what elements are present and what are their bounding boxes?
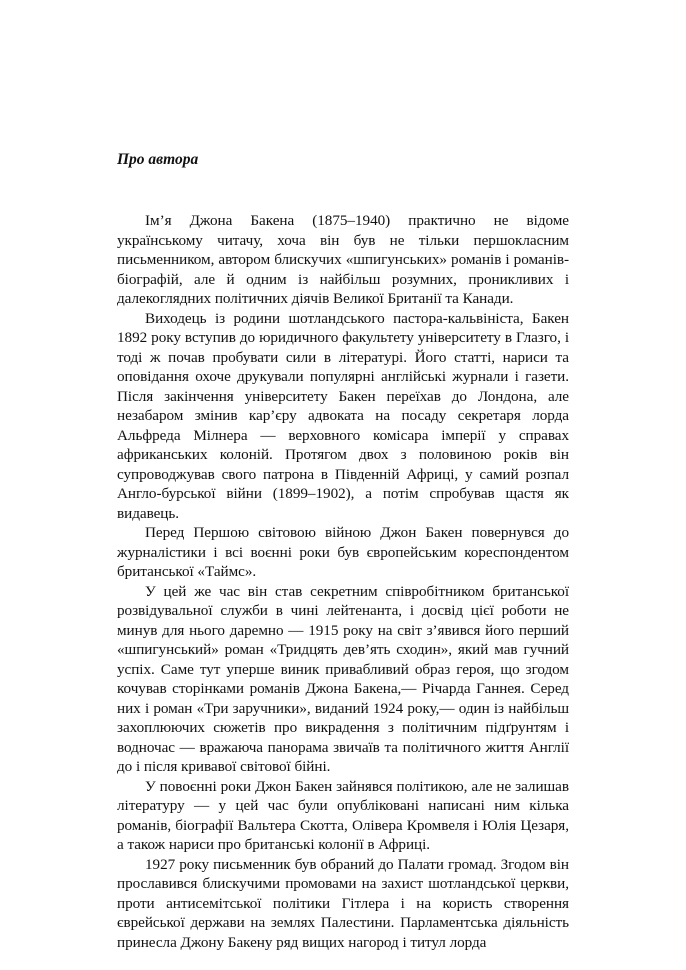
paragraph: 1927 року письменник був обраний до Палати громад. Згодом він прославився блискучими промовами на захист шотландської церкви, проти антисемітської політики Гітлера і на користь створення єврейської держави на землях Палестини. Парламентська діяльність принесла Джону Бакену ряд вищих нагород і титул лорда <box>117 855 569 951</box>
paragraph: Ім’я Джона Бакена (1875–1940) практично не відоме українському читачу, хоча він був не тільки першокласним письменником, автором блискучих «шпигунських» романів і романів-біографій, але й одним із найбільш розумних, проникливих і далекоглядних політичних діячів Великої Британії та Канади. <box>117 212 569 307</box>
body-text <box>117 211 569 952</box>
paragraph: У повоєнні роки Джон Бакен зайнявся політикою, але не залишав літературу — у цей час були опубліковані написані ним кілька романів, біографії Вальтера Скотта, Олівера Кромвеля і Юлія Цезаря, а також нариси про британські колонії в Африці. <box>117 777 569 853</box>
paragraph: Перед Першою світовою війною Джон Бакен повернувся до журналістики і всі воєнні роки був європейським кореспондентом британської «Таймс». <box>117 524 569 580</box>
paragraph: У цей же час він став секретним співробітником британської розвідувальної служби в чині лейтенанта, і досвід цієї роботи не минув для нього даремно — 1915 року на світ з’явився його перший «шпигунський» роман «Тридцять дев’ять сходин», який мав гучний успіх. Саме тут уперше виник привабливий образ героя, що згодом кочував сторінками романів Джона Бакена,— Річарда Ганнея. Серед них і роман «Три заручники», виданий 1924 року,— один із найбільш захоплюючих сюжетів про викрадення з політичним підґрунтям і водночас — вражаюча панорама звичаїв та політичного життя Англії до і після кривавої світової бійні. <box>117 582 569 775</box>
paragraph: Виходець із родини шотландського пастора-кальвініста, Бакен 1892 року вступив до юридичного факультету університету в Глазго, і тоді ж почав пробувати сили в літературі. Його статті, нариси та оповідання охоче друкували популярні англійські журнали і газети. Після закінчення університету Бакен переїхав до Лондона, але незабаром змінив кар’єру адвоката на посаду секретаря лорда Альфреда Мілнера — верховного комісара імперії у справах африканських колоній. Протягом двох з половиною років він супроводжував свого патрона в Південній Африці, у самий розпал Англо-бурської війни (1899–1902), а потім спробував щастя як видавець. <box>117 309 569 522</box>
section-heading: Про автора <box>117 151 199 168</box>
